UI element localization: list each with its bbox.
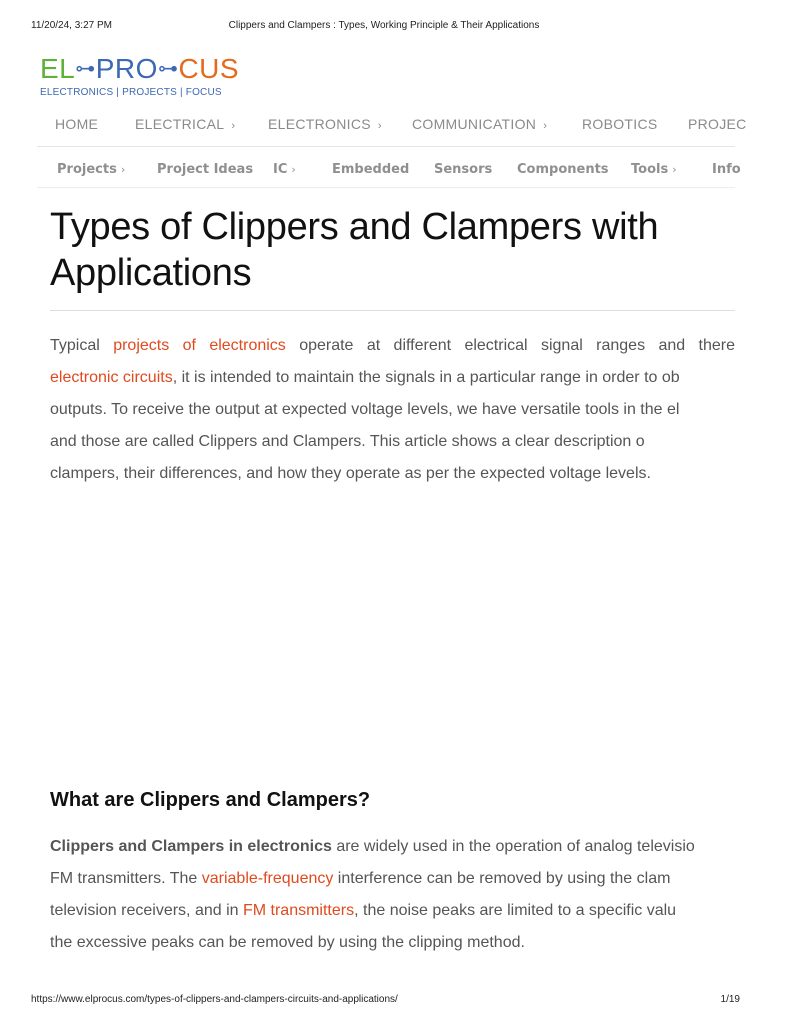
section-heading: What are Clippers and Clampers?: [50, 789, 371, 811]
subnav-item-project-ideas[interactable]: [157, 162, 253, 177]
subnav-label: Components: [517, 162, 609, 177]
paragraph-line: clampers, their differences, and how they operate as per the expected voltage levels.: [50, 465, 651, 482]
chevron-right-icon: ›: [672, 163, 677, 176]
chevron-right-icon: ›: [377, 120, 382, 132]
nav-item-communication[interactable]: [412, 116, 547, 132]
logo-wordmark: [40, 54, 239, 87]
subnav-item-info[interactable]: [712, 162, 741, 177]
text: television receivers, and in: [50, 902, 243, 919]
link-electronic-circuits[interactable]: electronic circuits: [50, 369, 173, 386]
paragraph-line: [50, 330, 735, 362]
paragraph-line: and those are called Clippers and Clampers. This article shows a clear description o: [50, 433, 645, 450]
nav-label: ELECTRONICS: [268, 116, 371, 132]
text: FM transmitters. The: [50, 870, 202, 887]
logo-connector-icon: ⊶: [157, 58, 179, 80]
print-page-number: 1/19: [720, 994, 740, 1005]
subnav-item-components[interactable]: [517, 162, 609, 177]
paragraph-line: the excessive peaks can be removed by using the clipping method.: [50, 934, 525, 951]
chevron-right-icon: ›: [231, 120, 236, 132]
link-projects-of-electronics[interactable]: projects of electronics: [113, 337, 286, 354]
logo-el: EL: [40, 53, 76, 84]
print-page-title: Clippers and Clampers : Types, Working Principle & Their Applications: [228, 20, 540, 31]
subnav-label: Info: [712, 162, 741, 177]
chevron-right-icon: ›: [120, 163, 126, 176]
logo-pro: PRO: [95, 53, 158, 84]
nav-item-home[interactable]: [55, 116, 98, 132]
text: Typical: [50, 337, 100, 354]
text: are widely used in the operation of analog televisio: [331, 838, 695, 855]
text: operate at different electrical signal ranges and there: [299, 337, 736, 354]
subnav-item-projects[interactable]: [57, 162, 125, 177]
paragraph-line: [50, 863, 810, 895]
nav-label: ELECTRICAL: [135, 116, 225, 132]
nav-label: ROBOTICS: [582, 116, 658, 132]
text: , the noise peaks are limited to a specific valu: [354, 902, 677, 919]
link-variable-frequency[interactable]: variable-frequency: [201, 870, 334, 887]
paragraph-line: [50, 831, 810, 863]
section-paragraph: [50, 831, 810, 959]
logo-tagline: ELECTRONICS | PROJECTS | FOCUS: [40, 87, 222, 98]
subnav-label: Projects: [57, 162, 117, 177]
nav-label: PROJEC: [688, 116, 747, 132]
subnav-label: Embedded: [332, 162, 410, 177]
text: , it is intended to maintain the signals in a particular range in order to ob: [172, 369, 680, 386]
paragraph-line: [50, 362, 810, 394]
subnav-label: Sensors: [434, 162, 493, 177]
article-title-line1: Types of Clippers and Clampers with: [50, 206, 659, 248]
link-fm-transmitters[interactable]: FM transmitters: [242, 902, 355, 919]
subnav-label: Tools: [631, 162, 669, 177]
paragraph-line: [50, 895, 810, 927]
chevron-right-icon: ›: [291, 163, 296, 176]
subnav-item-ic[interactable]: [273, 162, 296, 177]
text: interference can be removed by using the clam: [333, 870, 671, 887]
title-divider: [50, 310, 735, 311]
subnav-item-tools[interactable]: [631, 162, 677, 177]
chevron-right-icon: ›: [543, 120, 548, 132]
nav-item-robotics[interactable]: [582, 116, 658, 132]
nav-item-electronics[interactable]: [268, 116, 382, 132]
print-datetime: 11/20/24, 3:27 PM: [31, 20, 112, 31]
paragraph-line: outputs. To receive the output at expected voltage levels, we have versatile tools in the el: [50, 401, 680, 418]
article-title: [50, 204, 750, 296]
subnav-item-embedded[interactable]: [332, 162, 409, 177]
print-header: [0, 0, 768, 40]
subnav-item-sensors[interactable]: [434, 162, 492, 177]
subnav-label: IC: [273, 162, 288, 177]
print-url: https://www.elprocus.com/types-of-clippers-and-clampers-circuits-and-applications/: [31, 994, 398, 1005]
nav-label: HOME: [55, 116, 99, 132]
article-title-line2: Applications: [50, 252, 252, 294]
bold-text: Clippers and Clampers in electronics: [50, 838, 332, 855]
nav-divider: [37, 146, 735, 147]
nav-item-electrical[interactable]: [135, 116, 235, 132]
print-footer: [0, 994, 768, 1014]
subnav-divider: [37, 187, 735, 188]
logo-cus: CUS: [178, 53, 240, 84]
site-logo[interactable]: [40, 54, 239, 98]
nav-item-projects[interactable]: [688, 116, 747, 132]
subnav-label: Project Ideas: [157, 162, 254, 177]
nav-label: COMMUNICATION: [412, 116, 537, 132]
logo-connector-icon: ⊶: [75, 58, 96, 80]
intro-paragraph: [50, 330, 810, 490]
